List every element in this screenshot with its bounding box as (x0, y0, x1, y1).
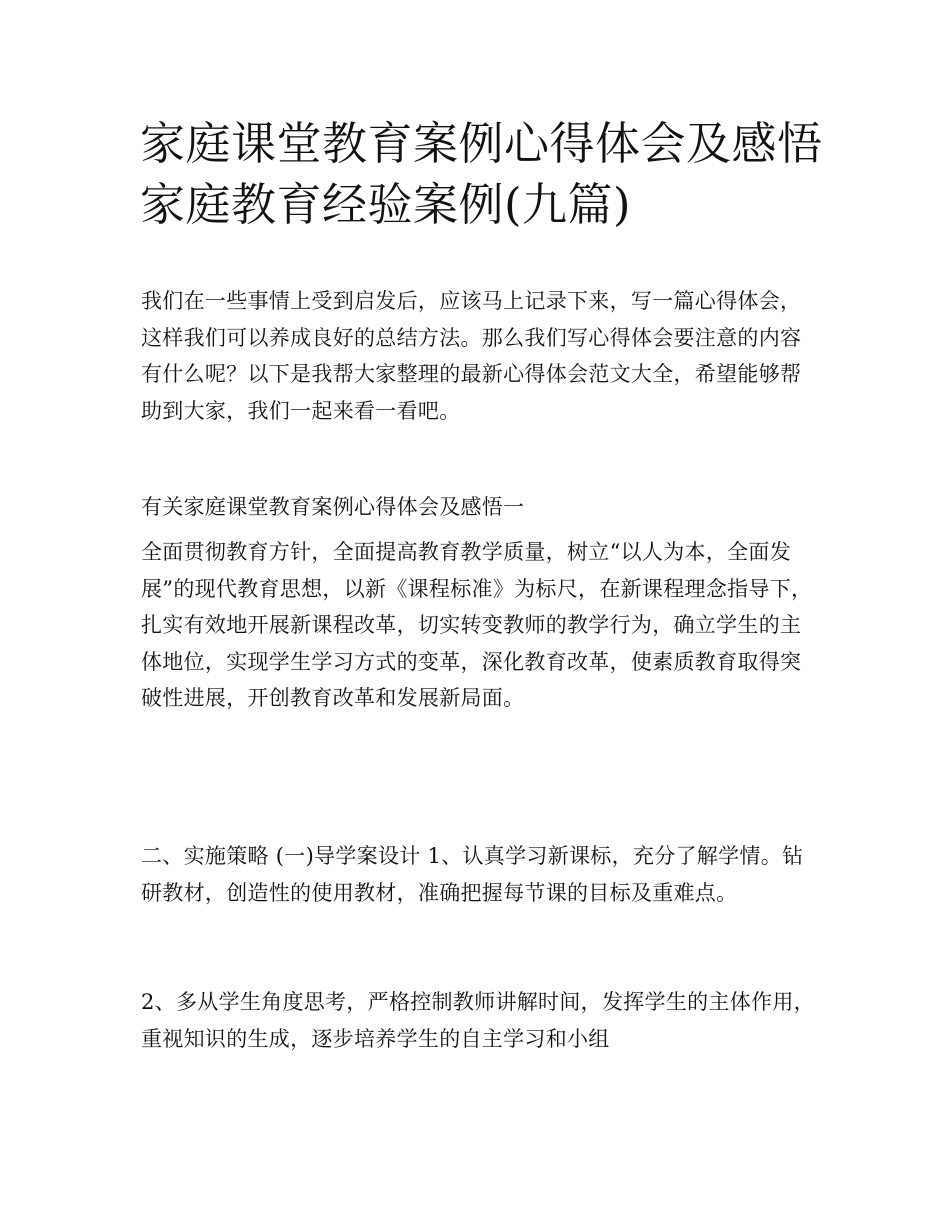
body-paragraph: 全面贯彻教育方针，全面提高教育教学质量，树立“以人为本，全面发展”的现代教育思想，以新《课程标准》为标尺，在新课程理念指导下，扎实有效地开展新课程改革，切实转变教师的教学行为，确立学生的主体地位，实现学生学习方式的变革，深化教育改革，使素质教育取得突破性进展，开创教育改革和发展新局面。 (141, 540, 813, 710)
document-title: 家庭课堂教育案例心得体会及感悟 家庭教育经验案例(九篇) (140, 117, 823, 231)
body-paragraph: 二、实施策略 (一)导学案设计 1、认真学习新课标，充分了解学情。钻研教材，创造性的使用教材，准确把握每节课的目标及重难点。 (141, 844, 804, 905)
intro-paragraph: 我们在一些事情上受到启发后，应该马上记录下来，写一篇心得体会，这样我们可以养成良好的总结方法。那么我们写心得体会要注意的内容有什么呢？以下是我帮大家整理的最新心得体会范文大全，希望能够帮助到大家，我们一起来看一看吧。 (141, 289, 802, 423)
section-heading: 有关家庭课堂教育案例心得体会及感悟一 (141, 495, 525, 519)
body-paragraph: 2、多从学生角度思考，严格控制教师讲解时间，发挥学生的主体作用，重视知识的生成，逐步培养学生的自主学习和小组 (141, 990, 815, 1051)
